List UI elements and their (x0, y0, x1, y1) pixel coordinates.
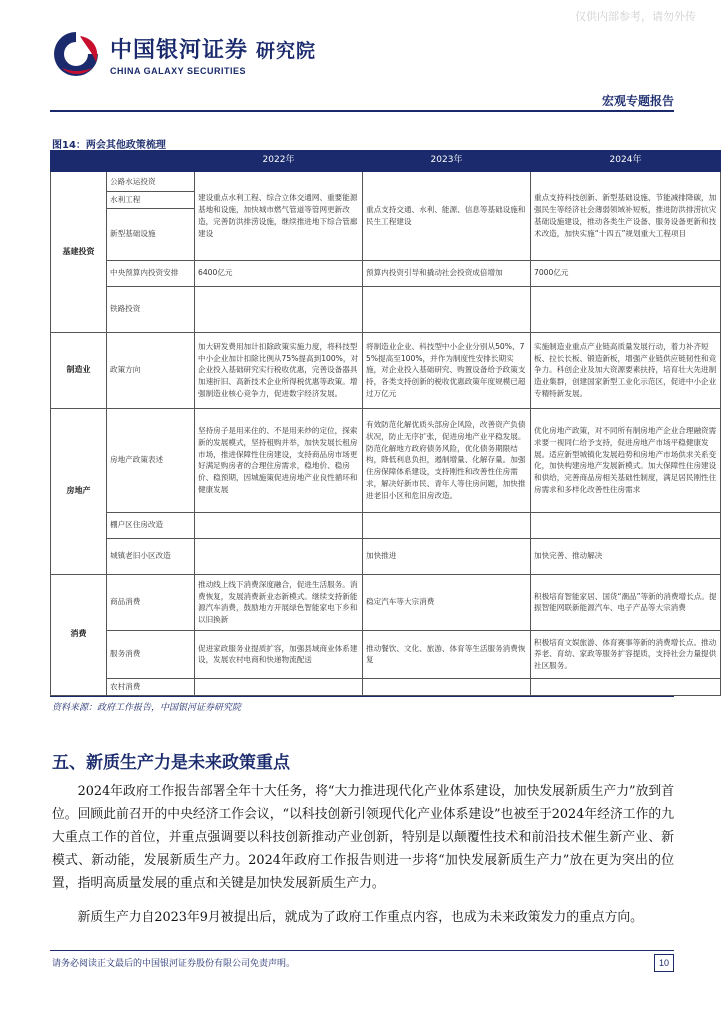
table-cell (363, 286, 531, 332)
table-cell (363, 678, 531, 695)
body-paragraph: 新质生产力自2023年9月被提出后，就成为了政府工作重点内容，也成为未来政策发力的重点方向。 (77, 910, 643, 925)
subcategory-cell: 政策方向 (107, 332, 195, 408)
table-row (51, 260, 721, 286)
company-logo (50, 28, 316, 80)
table-cell: 实施制造业重点产业链高质量发展行动，着力补齐短板、拉长长板、锻造新板，增强产业链供应链韧性和竞争力。科创企业及加大资源要素扶持，培育壮大先进制造业集群，创建国家新型工业化示范区，促进中小企业专精特新发展。 (531, 332, 721, 408)
table-row (51, 574, 721, 630)
table-header-cell: 2023年 (363, 151, 531, 172)
subcategory-cell: 城镇老旧小区改造 (107, 538, 195, 574)
table-cell (195, 512, 363, 538)
category-cell: 房地产 (51, 408, 107, 574)
table-cell: 促进家政服务业提质扩容，加强县域商业体系建设，发展农村电商和快递物流配送 (195, 630, 363, 678)
table-cell: 重点支持交通、水利、能源、信息等基础设施和民生工程建设 (363, 172, 531, 261)
table-header-cell (107, 151, 195, 172)
subcategory-cell: 水利工程 (107, 192, 195, 209)
company-name-cn: 中国银河证券 (110, 37, 249, 63)
table-row (51, 172, 721, 192)
subcategory-cell: 商品消费 (107, 574, 195, 630)
source-divider (50, 696, 674, 697)
page-number: 10 (654, 954, 674, 972)
figure-source: 资料来源：政府工作报告，中国银河证券研究院 (52, 703, 242, 713)
table-cell (195, 286, 363, 332)
table-row (51, 286, 721, 332)
galaxy-logo-icon (50, 28, 102, 80)
table-row (51, 538, 721, 574)
subcategory-cell: 铁路投资 (107, 286, 195, 332)
table-cell: 将制造业企业、科技型中小企业分别从50%、75%提高至100%，并作为制度性安排长期实施，对企业投入基础研究、购置设备给予政策支持，各类支持创新的税收优惠政策年度规模已超过万亿元 (363, 332, 531, 408)
table-cell: 加大研发费用加计扣除政策实施力度，将科技型中小企业加计扣除比例从75%提高到100%，对企业投入基础研究实行税收优惠，完善设备器具加速折旧、高新技术企业所得税优惠等政策。增强制造业核心竞争力，促进数字经济发展。 (195, 332, 363, 408)
table-cell: 7000亿元 (531, 260, 721, 286)
table-cell: 6400亿元 (195, 260, 363, 286)
table-row (51, 630, 721, 678)
report-type: 宏观专题报告 (601, 94, 674, 108)
table-header-cell: 2022年 (195, 151, 363, 172)
subcategory-cell: 农村消费 (107, 678, 195, 695)
figure-title: 图14：两会其他政策梳理 (52, 140, 166, 151)
table-cell: 有效防范化解优质头部房企风险，改善资产负债状况，防止无序扩张，促进房地产业平稳发展。防范化解地方政府债务风险，优化债务期限结构，降低利息负担，遏制增量、化解存量。加强住房保障体系建设，支持刚性和改善性住房需求，解决好新市民、青年人等住房问题，加快推进老旧小区和危旧房改造。 (363, 408, 531, 512)
category-cell: 消费 (51, 574, 107, 695)
company-name-en: CHINA GALAXY SECURITIES (110, 65, 247, 76)
body-paragraph: 2024年政府工作报告部署全年十大任务，将“大力推进现代化产业体系建设，加快发展新质生产力”放到首位。回顾此前召开的中央经济工作会议，“以科技创新引领现代化产业体系建设”也被至于2024年经济工作的九大重点工作的首位，并重点强调要以科技创新推动产业创新，特别是以颠覆性技术和前沿技术催生新产业、新模式、新动能，发展新质生产力。2024年政府工作报告则进一步将“加快发展新质生产力”放在更为突出的位置，指明高质量发展的重点和关键是加快发展新质生产力。 (52, 784, 674, 891)
table-row (51, 408, 721, 512)
table-cell: 坚持房子是用来住的、不是用来炒的定位，探索新的发展模式，坚持租购并举，加快发展长租房市场，推进保障性住房建设，支持商品房市场更好满足购房者的合理住房需求，稳地价、稳房价、稳预期，因城施策促进房地产业良性循环和健康发展 (195, 408, 363, 512)
subcategory-cell: 新型基础设施 (107, 208, 195, 260)
table-header-row (51, 151, 721, 172)
subcategory-cell: 房地产政策表述 (107, 408, 195, 512)
table-cell (531, 678, 721, 695)
policy-table (50, 150, 721, 696)
header-divider (50, 110, 674, 112)
footer-divider (50, 950, 674, 951)
section-heading: 五、新质生产力是未来政策重点 (52, 753, 290, 773)
table-cell (195, 538, 363, 574)
watermark: 仅供内部参考，请勿外传 (575, 10, 696, 23)
table-cell: 预算内投资引导和撬动社会投资成倍增加 (363, 260, 531, 286)
subcategory-cell: 服务消费 (107, 630, 195, 678)
footer-disclaimer: 请务必阅读正文最后的中国银河证券股份有限公司免责声明。 (52, 959, 296, 969)
table-cell: 积极培育文娱旅游、体育赛事等新的消费增长点。推动养老、育幼、家政等服务扩容提质，支持社会力量提供社区服务。 (531, 630, 721, 678)
subcategory-cell: 棚户区住房改造 (107, 512, 195, 538)
table-cell: 加快推进 (363, 538, 531, 574)
table-header-cell (51, 151, 107, 172)
table-cell (531, 286, 721, 332)
institute-name: 研究院 (256, 39, 317, 62)
table-cell: 推动餐饮、文化、旅游、体育等生活服务消费恢复 (363, 630, 531, 678)
table-row (51, 332, 721, 408)
table-cell (531, 512, 721, 538)
category-cell: 基建投资 (51, 172, 107, 333)
subcategory-cell: 公路水运投资 (107, 172, 195, 192)
subcategory-cell: 中央预算内投资安排 (107, 260, 195, 286)
policy-table-container (50, 150, 717, 696)
table-cell: 建设重点水利工程、综合立体交通网、重要能源基地和设施，加快城市燃气管道等管网更新改造，完善防洪排涝设施，继续推进地下综合管廊建设 (195, 172, 363, 261)
table-row (51, 678, 721, 695)
table-cell (363, 512, 531, 538)
table-cell: 优化房地产政策，对不同所有制房地产企业合理融资需求要一视同仁给予支持，促进房地产市场平稳健康发展。适应新型城镇化发展趋势和房地产市场供求关系变化，加快构建房地产发展新模式。加大保障性住房建设和供给，完善商品房相关基础性制度，满足居民刚性住房需求和多样化改善性住房需求 (531, 408, 721, 512)
table-cell: 加快完善、推动解决 (531, 538, 721, 574)
table-cell: 稳定汽车等大宗消费 (363, 574, 531, 630)
table-row (51, 512, 721, 538)
category-cell: 制造业 (51, 332, 107, 408)
table-cell (195, 678, 363, 695)
table-header-cell: 2024年 (531, 151, 721, 172)
table-cell: 推动线上线下消费深度融合，促进生活服务。消费恢复，发展消费新业态新模式。继续支持新能源汽车消费，鼓励地方开展绿色智能家电下乡和以旧换新 (195, 574, 363, 630)
table-cell: 积极培育智能家居、国货“潮品”等新的消费增长点。提振智能网联新能源汽车、电子产品等大宗消费 (531, 574, 721, 630)
table-cell: 重点支持科技创新、新型基础设施、节能减排降碳，加强民生等经济社会薄弱领域补短板，推进防洪排涝抗灾基础设施建设，推动各类生产设备、服务设备更新和技术改造，加快实施“十四五”规划重大工程项目 (531, 172, 721, 261)
